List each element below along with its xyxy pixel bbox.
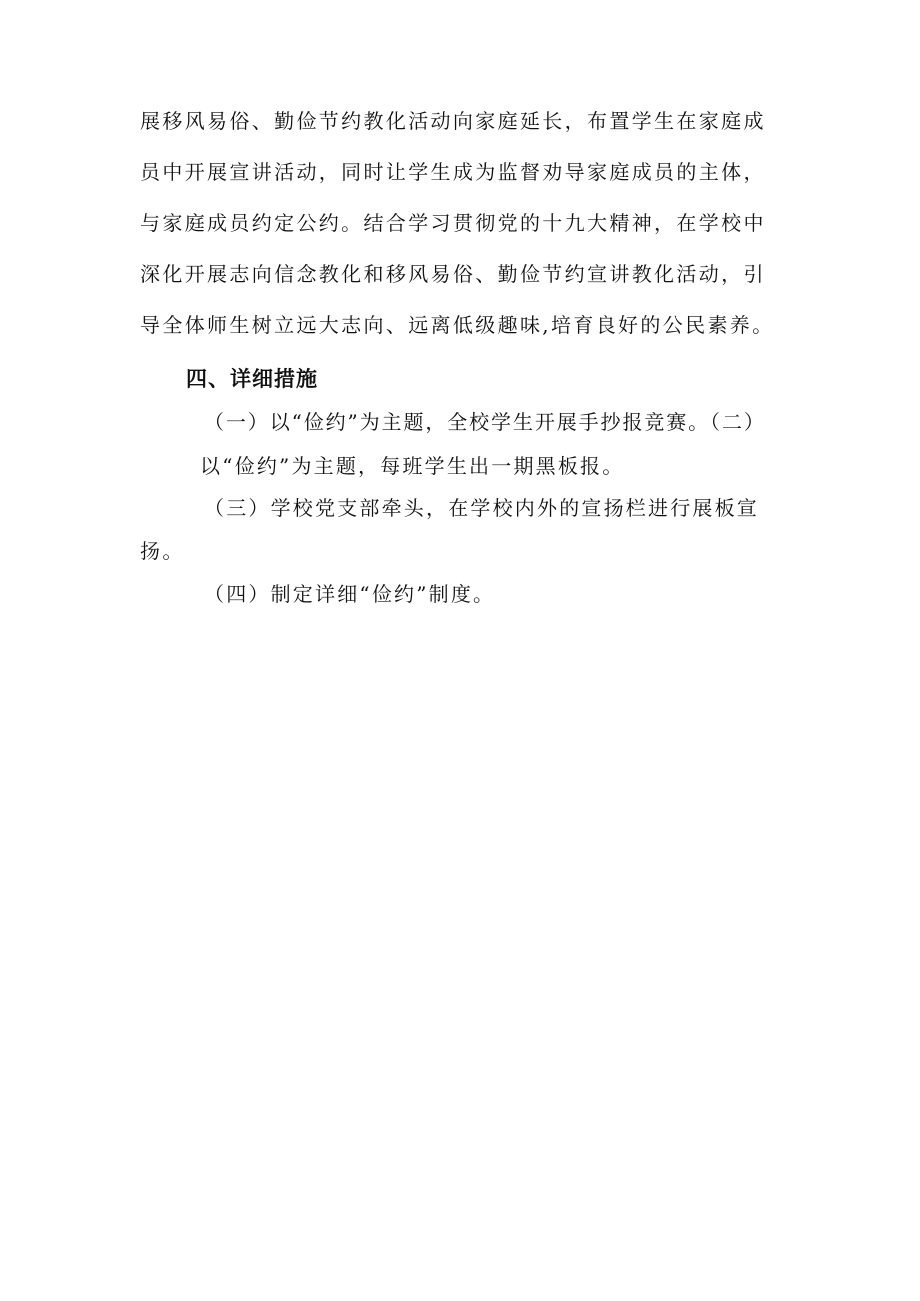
section-heading: 四、详细措施 [186, 367, 318, 391]
paragraph-line-3: 与家庭成员约定公约。结合学习贯彻党的十九大精神，在学校中 [140, 211, 766, 235]
measure-line-4: 扬。 [140, 539, 185, 563]
measure-line-2: 以“俭约”为主题，每班学生出一期黑板报。 [200, 454, 625, 478]
measure-line-1: （一）以“俭约”为主题，全校学生开展手抄报竞赛。（二） [204, 410, 766, 434]
paragraph-line-2: 员中开展宣讲活动，同时让学生成为监督劝导家庭成员的主体， [140, 160, 766, 184]
measure-line-5: （四）制定详细“俭约”制度。 [204, 582, 496, 606]
paragraph-line-4: 深化开展志向信念教化和移风易俗、勤俭节约宣讲教化活动，引 [140, 262, 766, 286]
measure-line-3: （三）学校党支部牵头，在学校内外的宣扬栏进行展板宣 [204, 496, 759, 520]
paragraph-line-5: 导全体师生树立远大志向、远离低级趣味,培育良好的公民素养。 [140, 313, 775, 337]
paragraph-line-1: 展移风易俗、勤俭节约教化活动向家庭延长，布置学生在家庭成 [140, 109, 766, 133]
